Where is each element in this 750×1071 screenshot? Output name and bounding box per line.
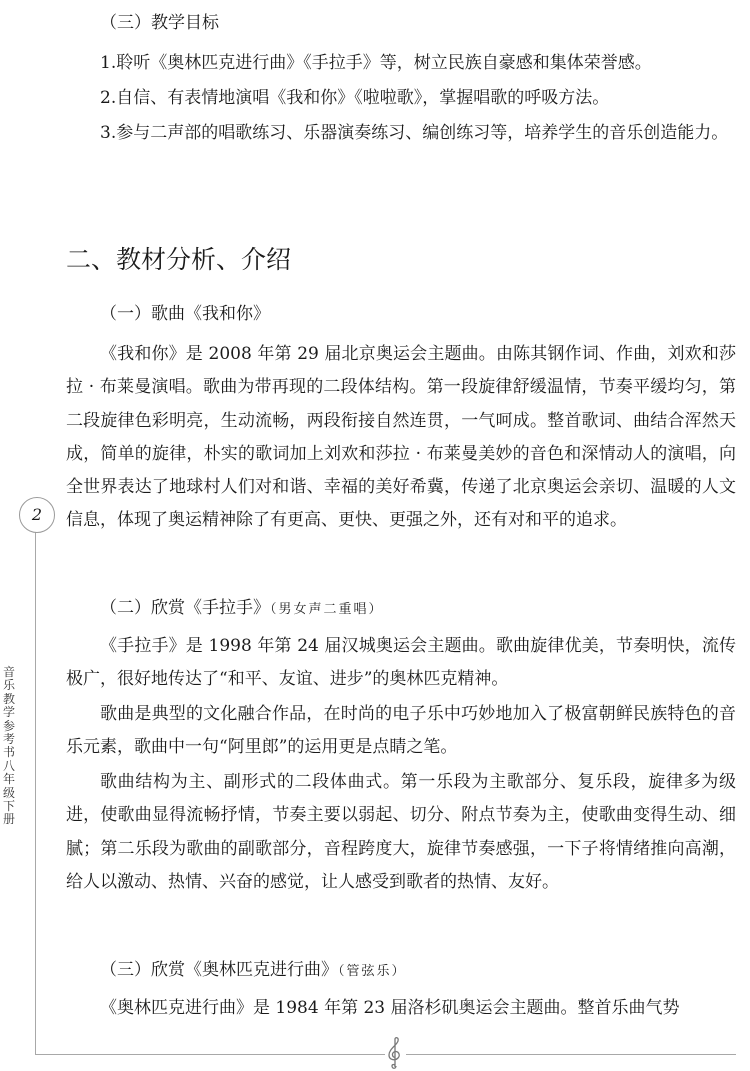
song1-paragraph: 《我和你》是 2008 年第 29 届北京奥运会主题曲。由陈其钢作词、作曲，刘欢和莎拉 · 布莱曼演唱。歌曲为带再现的二段体结构。第一段旋律舒缓温情，节奏平缓均匀，第二段旋律色彩明亮，生动流畅，两段衔接自然连贯，一气呵成。整首歌词、曲结合浑然天成，简单的旋律，朴实的歌词加上刘欢和莎拉 · 布莱曼美妙的音色和深情动人的演唱，向全世界表达了地球村人们对和谐、幸福的美好希冀，传递了北京奥运会亲切、温暖的人文信息，体现了奥运精神除了有更高、更快、更强之外，还有对和平的追求。: [66, 344, 736, 531]
treble-clef-icon: [383, 1036, 407, 1070]
song3-heading: [100, 955, 407, 980]
song3-title: （三）欣赏《奥林匹克进行曲》: [100, 960, 338, 980]
song2-paragraph: 《手拉手》是 1998 年第 24 届汉城奥运会主题曲。歌曲旋律优美，节奏明快，流传极广，很好地传达了“和平、友谊、进步”的奥林匹克精神。: [66, 636, 736, 690]
song2-paragraph: 歌曲是典型的文化融合作品，在时尚的电子乐中巧妙地加入了极富朝鲜民族特色的音乐元素，歌曲中一句“阿里郎”的运用更是点睛之笔。: [66, 704, 736, 758]
frame-bottom-line-right: [406, 1054, 736, 1055]
song2-title: （二）欣赏《手拉手》: [100, 598, 270, 618]
frame-left-line: [35, 531, 36, 1055]
song2-heading: [100, 593, 384, 618]
song3-note: （管弦乐）: [338, 964, 407, 979]
section-heading: 二、教材分析、介绍: [66, 245, 292, 274]
goals-heading: （三）教学目标: [100, 13, 219, 33]
frame-bottom-line: [35, 1054, 385, 1055]
goal-item: 3.参与二声部的唱歌练习、乐器演奏练习、编创练习等，培养学生的音乐创造能力。: [100, 123, 729, 143]
song2-note: （男女声二重唱）: [270, 602, 384, 617]
page-number: 2: [19, 497, 55, 533]
song2-paragraph: 歌曲结构为主、副形式的二段体曲式。第一乐段为主歌部分、复乐段，旋律多为级进，使歌曲显得流畅抒情，节奏主要以弱起、切分、附点节奏为主，使歌曲变得生动、细腻；第二乐段为歌曲的副歌部分，音程跨度大，旋律节奏感强，一下子将情绪推向高潮，给人以激动、热情、兴奋的感觉，让人感受到歌者的热情、友好。: [66, 772, 736, 892]
song1-heading: （一）歌曲《我和你》: [100, 304, 270, 324]
goal-item: 1.聆听《奥林匹克进行曲》《手拉手》等，树立民族自豪感和集体荣誉感。: [100, 53, 652, 73]
goal-item: 2.自信、有表情地演唱《我和你》《啦啦歌》，掌握唱歌的呼吸方法。: [100, 88, 610, 108]
song3-paragraph: 《奥林匹克进行曲》是 1984 年第 23 届洛杉矶奥运会主题曲。整首乐曲气势: [100, 998, 680, 1018]
side-book-title: 音乐教学参考书八年级下册: [2, 665, 15, 827]
